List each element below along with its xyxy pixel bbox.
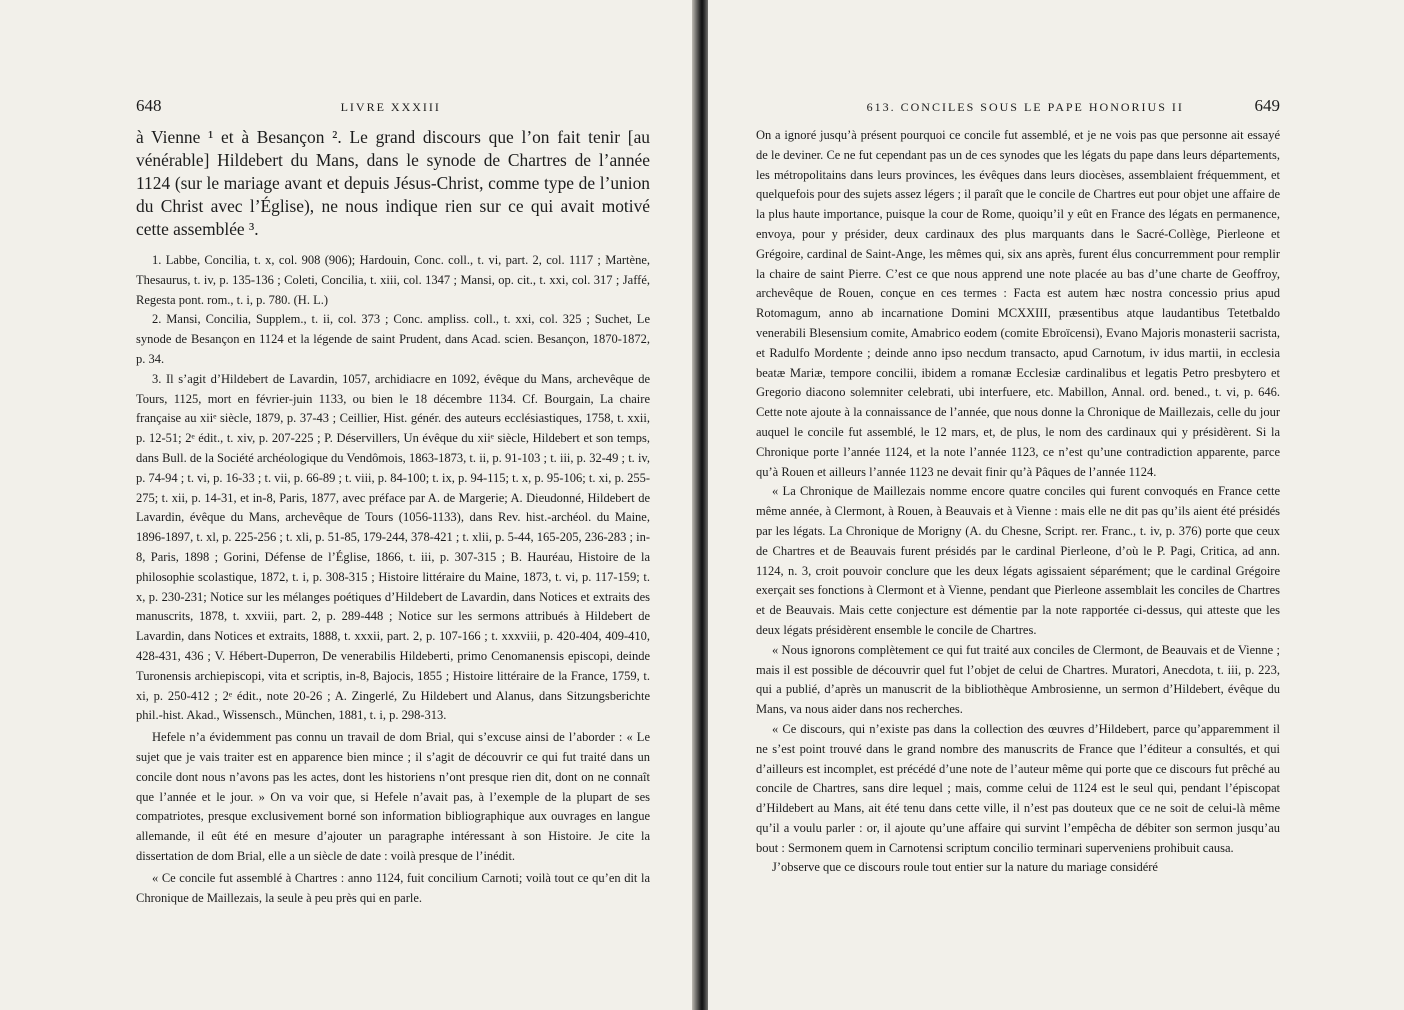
page-number: 648 <box>136 96 162 115</box>
left-page-header <box>136 96 650 126</box>
body-paragraph: « La Chronique de Maillezais nomme encore quatre conciles qui furent convoqués en France cette même année, à Clermont, à Rouen, à Beauvais et à Vienne : mais elle ne dit pas qu’ils aient été présidés par les légats. La Chronique de Morigny (A. du Chesne, Script. rer. Franc., t. iv, p. 376) porte que ceux de Chartres et de Beauvais furent présidés par le cardinal Pierleone, d’où le P. Pagi, Critica, ad ann. 1124, n. 3, croit pouvoir conclure que les deux légats agissaient séparément; que le cardinal Grégoire exerçait ses fonctions à Clermont et à Vienne, pendant que Pierleone assemblait les conciles de Chartres et de Beauvais. Mais cette conjecture est démentie par la note rapportée ci-dessus, qui atteste que les deux légats présidèrent ensemble le concile de Chartres. <box>756 484 1280 637</box>
body-paragraph: « Ce discours, qui n’existe pas dans la collection des œuvres d’Hildebert, parce qu’apparemment il ne s’est point trouvé dans le grand nombre des manuscrits de France que l’éditeur a consultés, et qui d’ailleurs est incomplet, est précédé d’une note de l’auteur même qui porte que ce discours fut prêché au concile de Chartres, sans dire lequel ; mais, comme celui de 1124 est le seul qui, pendant l’épiscopat d’Hildebert au Mans, ait été tenu dans cette ville, il n’est pas douteux que ce ne soit de celui-là même qu’il a voulu parler : or, il ajoute qu’une affaire qui survint l’empêcha de débiter son sermon jusqu’au bout : Sermonem quem in Carnotensi scriptum concilio terminari superveniens prohibuit causa. <box>756 721 1280 855</box>
running-head: 613. CONCILES SOUS LE PAPE HONORIUS II <box>866 100 1184 114</box>
footnote-1: 1. Labbe, Concilia, t. x, col. 908 (906); Hardouin, Conc. coll., t. vi, part. 2, col. 1117 ; Martène, Thesaurus, t. iv, p. 135-136 ; Coleti, Concilia, t. xiii, col. 1347 ; Mansi, op. cit., t. xxi, col. 317 ; Jaffé, Regesta pont. rom., t. i, p. 780. (H. L.) <box>136 253 650 307</box>
right-page-content <box>756 96 1280 878</box>
body-paragraph: On a ignoré jusqu’à présent pourquoi ce concile fut assemblé, et je ne vois pas que personne ait essayé de le deviner. Ce ne fut cependant pas un de ces synodes que les légats du pape dans leurs départements, les métropolitains dans leurs provinces, les évêques dans leurs diocèses, assemblaient fréquemment, et quelquefois pour des sujets assez légers ; il paraît que le concile de Chartres eut pour objet une affaire de la plus haute importance, puisque la cour de Rome, quoiqu’il y eût en France des légats en permanence, envoya, pour y présider, deux cardinaux des plus marquants dans le Sacré-Collège, Pierleone et Grégoire, cardinal de Saint-Ange, les mêmes qui, six ans après, furent élus concurremment pour remplir la chaire de saint Pierre. C’est ce que nous apprend une note placée au bas d’une charte de Geoffroy, archevêque de Rouen, conçue en ces termes : Facta est autem hæc nostra concessio prius apud Rotomagum, anno ab incarnatione Domini MCXXIII, præsentibus atque laudantibus Tetetbaldo venerabili Blesensium comite, Amabrico eodem (comite Ebroïcensi), Evano Majoris monasterii sacrista, et Radulfo Mordente ; deinde anno ipso necdum transacto, apud Carnotum, iv idus martii, in ecclesia beatæ Mariæ, tempore concilii, ibidem a romanæ Ecclesiæ cardinalibus et legatis Petro presbytero et Gregorio diacono solemniter celebrati, ubi interfuere, etc. Mabillon, Annal. ord. bened., t. vi, p. 646. Cette note ajoute à la connaissance de l’année, que nous donne la Chronique de Maillezais, celle du jour auquel le concile fut assemblé, le 12 mars, et, de plus, le nom des cardinaux qui y présidèrent. Si la Chronique porte l’année 1124, et la note l’année 1123, ce n’est qu’une contradiction apparente, parce qu’à Rouen et ailleurs l’année 1123 ne devait finir qu’à Pâques de l’année 1124. <box>756 128 1280 479</box>
footnote-3: 3. Il s’agit d’Hildebert de Lavardin, 1057, archidiacre en 1092, évêque du Mans, archevêque de Tours, 1125, mort en février-juin 1133, ou bien le 18 décembre 1134. Cf. Bourgain, La chaire française au xiiᵉ siècle, 1879, p. 37-43 ; Ceillier, Hist. génér. des auteurs ecclésiastiques, 1758, t. xxii, p. 12-51; 2ᵉ édit., t. xiv, p. 207-225 ; P. Déservillers, Un évêque du xiiᵉ siècle, Hildebert et son temps, dans Bull. de la Société archéologique du Vendômois, 1863-1873, t. ii, p. 91-103 ; t. iii, p. 32-49 ; t. iv, p. 74-94 ; t. vi, p. 16-33 ; t. vii, p. 66-89 ; t. viii, p. 84-100; t. ix, p. 94-115; t. x, p. 95-106; t. xi, p. 255-275; t. xii, p. 14-31, et in-8, Paris, 1877, avec préface par A. de Margerie; A. Dieudonné, Hildebert de Lavardin, évêque du Mans, archevêque de Tours (1056-1133), dans Rev. hist.-archéol. du Maine, 1896-1897, t. xl, p. 225-256 ; t. xli, p. 51-85, 179-244, 378-421 ; t. xlii, p. 5-44, 165-205, 236-283 ; in-8, Paris, 1898 ; Gorini, Défense de l’Église, 1866, t. iii, p. 307-315 ; B. Hauréau, Histoire de la philosophie scolastique, 1872, t. i, p. 308-315 ; Histoire littéraire du Maine, 1873, t. vi, p. 117-159; t. x, p. 230-231; Notice sur les mélanges poétiques d’Hildebert de Lavardin, dans Notices et extraits des manuscrits, 1878, t. xxviii, part. 2, p. 289-448 ; Notice sur les sermons attribués à Hildebert de Lavardin, dans Notices et extraits, 1888, t. xxxii, part. 2, p. 107-166 ; t. xxxviii, p. 420-404, 409-410, 428-431, 436 ; V. Hébert-Duperron, De venerabilis Hildeberti, primo Cenomanensis episcopi, deinde Turonensis archiepiscopi, vita et scriptis, in-8, Bajocis, 1855 ; Histoire littéraire de la France, 1759, t. xi, p. 250-412 ; 2ᵉ édit., note 20-26 ; A. Zingerlé, Zu Hildebert und Alanus, dans Sitzungsberichte phil.-hist. Akad., Wissensch., München, 1881, t. i, p. 298-313. <box>136 371 650 723</box>
right-page-header <box>756 96 1280 126</box>
running-head: LIVRE XXXIII <box>340 100 441 114</box>
lead-paragraph: à Vienne ¹ et à Besançon ². Le grand discours que l’on fait tenir [au vénérable] Hildebert du Mans, dans le synode de Chartres de l’année 1124 (sur le mariage avant et depuis Jésus-Christ, comme type de l’union du Christ avec l’Église), ne nous indique rien sur ce qui avait motivé cette assemblée ³. <box>136 127 650 239</box>
page-number: 649 <box>1254 96 1280 115</box>
right-page <box>708 0 1404 1010</box>
footnotes <box>136 251 650 726</box>
left-page <box>0 0 696 1010</box>
body-paragraph: « Ce concile fut assemblé à Chartres : anno 1124, fuit concilium Carnoti; voilà tout ce qu’en dit la Chronique de Maillezais, la seule à peu près qui en parle. <box>136 870 650 905</box>
footnote-2: 2. Mansi, Concilia, Supplem., t. ii, col. 373 ; Conc. ampliss. coll., t. xxi, col. 325 ; Suchet, Le synode de Besançon en 1124 et la légende de saint Prudent, dans Acad. scien. Besançon, 1870-1872, p. 34. <box>136 312 650 366</box>
left-page-content <box>136 96 650 908</box>
body-paragraph: « Nous ignorons complètement ce qui fut traité aux conciles de Clermont, de Beauvais et de Vienne ; mais il est possible de découvrir quel fut l’objet de celui de Chartres. Muratori, Anecdota, t. iii, p. 223, qui a publié, d’après un manuscrit de la bibliothèque Ambrosienne, un sermon d’Hildebert, évêque du Mans, va nous aider dans nos recherches. <box>756 642 1280 717</box>
body-paragraph: J’observe que ce discours roule tout entier sur la nature du mariage considéré <box>772 860 1158 875</box>
body-paragraph: Hefele n’a évidemment pas connu un travail de dom Brial, qui s’excuse ainsi de l’aborder : « Le sujet que je vais traiter est en apparence bien mince ; il s’agit de découvrir ce qui fut traité dans un concile dont nous n’avons pas les actes, dont les historiens n’ont presque rien dit, dont on ne connaît que l’année et le jour. » On va voir que, si Hefele n’avait pas, à l’exemple de la plupart de ses compatriotes, presque exclusivement borné son information bibliographique aux ouvrages en langue allemande, il eût été en mesure d’ajouter un paragraphe intéressant à son Histoire. Je cite la dissertation de dom Brial, elle a un siècle de date : voilà presque de l’inédit. <box>136 730 650 863</box>
